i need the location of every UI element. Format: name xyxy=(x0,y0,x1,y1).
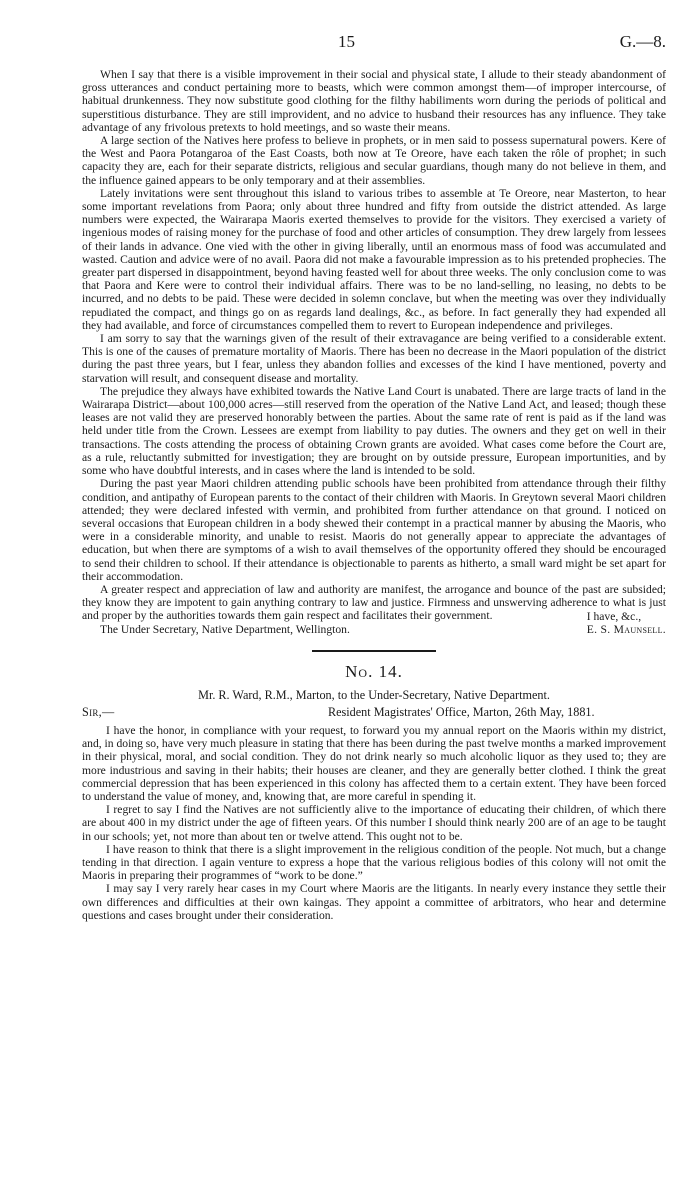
page-number: 15 xyxy=(338,32,355,51)
paragraph: During the past year Maori children attending public schools have been prohibited from attendance through their filthy condition, and antipathy of European parents to the contact of their children with Maoris. In Greytown several Maori children attended; they were declared infested with vermin, and prohibited from further attendance on that ground. I noticed on several occasions that European children in a body shewed their contempt in a practical manner by abusing the Maoris, who were in a considerable minority, and unable to resist. Maoris do not generally appear to appreciate the advantages of education, but when there are symptoms of a wish to avail themselves of the opportunity offered they should be encouraged to send their children to school. If their attendance is objectionable to parents as hitherto, a small ward might be set apart for their accommodation. xyxy=(82,477,666,583)
document-reference: G.—8. xyxy=(619,32,666,51)
salutation: Sir,— xyxy=(82,704,115,719)
section-divider xyxy=(312,650,436,652)
signoff-row xyxy=(82,609,666,636)
paragraph: I may say I very rarely hear cases in my Court where Maoris are the litigants. In nearly every instance they settle their own differences and difficulties at their own kaingas. They appoint a committee of arbitrators, who hear and determine questions and cases brought under their consideration. xyxy=(82,882,666,922)
paragraph: A large section of the Natives here profess to believe in prophets, or in men said to possess supernatural powers. Kere of the West and Paora Potangaroa of the East Coasts, both now at Te Oreore, have each taken the rôle of prophet; in such capacity they are, each for their separate districts, religious and secular guardians, though many do not believe in them, and the influence gained appears to be only temporary and at their assemblies. xyxy=(82,134,666,187)
addressee: The Under Secretary, Native Department, Wellington. xyxy=(100,622,350,636)
paragraph: I am sorry to say that the warnings given of the result of their extravagance are being verified to a considerable extent. This is one of the causes of premature mortality of Maoris. There has been no decrease in the Maori population of the district during the past three years, but I fear, unless they abandon follies and excesses of the kind I have mentioned, poverty and starvation will result, and consequent disease and mortality. xyxy=(82,332,666,385)
letter-13-body xyxy=(82,68,666,636)
letter-number-heading: No. 14. xyxy=(345,661,403,681)
paragraph: The prejudice they always have exhibited towards the Native Land Court is unabated. There are large tracts of land in the Wairarapa District—about 100,000 acres—still reserved from the operation of the Native Land Act, and leased; though these leases are not valid they are preserved honorably between the parties. About the same rate of rent is paid as if the land was held under title from the Crown. Lessees are exempt from liability to pay duties. The owners and they get on well in their transactions. The costs attending the process of obtaining Crown grants are avoided. What cases come before the Court are, as a rule, reluctantly submitted for investigation; they are brought on by outside pressure, European importunities, and by some who have doubtful interests, and in cases where the land is intended to be sold. xyxy=(82,384,666,478)
paragraph: A greater respect and appreciation of law and authority are manifest, the arrogance and bounce of the past are subsided; they know they are impotent to gain anything contrary to law and justice. Firmness and unswerving adherence to what is just and proper by the authorities towards them gain respect and facilitates their government. xyxy=(82,582,666,623)
paragraph: I have reason to think that there is a slight improvement in the religious condition of the people. Not much, but a change tending in that direction. I again venture to express a hope that the various religious bodies of this colony will not omit the Maoris in preparing their programmes of “work to be done.” xyxy=(82,842,666,883)
letter-routing: Mr. R. Ward, R.M., Marton, to the Under-Secretary, Native Department. xyxy=(198,687,550,702)
paragraph: I have the honor, in compliance with your request, to forward you my annual report on the Maoris within my district, and, in doing so, have very much pleasure in stating that there has been during the past twelve months a marked improvement in their physical, moral, and social condition. They do not drink nearly so much alcoholic liquor as they used to; they are more industrious and saving in their habits; their houses are cleaner, and they are generally better clothed. I think the great commercial depression that has been experienced in this colony has affected them to a certain extent. They have been forced to understand the value of money, and, knowing that, are more careful in spending it. xyxy=(82,723,666,803)
signature: E. S. Maunsell. xyxy=(586,622,666,636)
salutation-row xyxy=(82,705,666,721)
paragraph: When I say that there is a visible improvement in their social and physical state, I allude to their steady abandonment of gross utterances and conduct pertaining more to beasts, which were common amongst them—of improper intercourse, of habitual drunkenness. They now substitute good clothing for the filthy habiliments worn during the periods of political and superstitious disturbance. They are still improvident, and no advice to husband their resources has any influence. They take advantage of any frivolous pretexts to hold meetings, and so waste their means. xyxy=(82,68,666,134)
letter-14-body xyxy=(82,724,666,922)
dateline: Resident Magistrates' Office, Marton, 26th May, 1881. xyxy=(328,704,595,719)
paragraph: I regret to say I find the Natives are not sufficiently alive to the importance of educating their children, of which there are about 400 in my district under the age of fifteen years. Of this number I should think nearly 200 are of an age to be taught in our schools; yet, not more than about ten or twelve attend. This ought not to be. xyxy=(82,803,666,843)
paragraph: Lately invitations were sent throughout this island to various tribes to assemble at Te Oreore, near Masterton, to hear some important revelations from Paora; only about three hundred and fifty from outside the district attended. As large numbers were expected, the Wairarapa Maoris exerted themselves to provide for the visitors. They exercised a variety of ingenious modes of raising money for the purchase of food and other articles of consumption. They drew largely from lessees of their lands in advance. One vied with the other in giving liberally, until an enormous mass of food was accumulated and wasted. Caution and advice were of no avail. Paora did not make a favourable impression as to his pretended prophecies. The greater part dispersed in disappointment, beyond having feasted well for about three weeks. The only conclusion come to was that Paora and Kere were to control their individual affairs. There was to be no land-selling, no leasing, no debts to be incurred, and no debts to be paid. These were decided in solemn conclave, but when the meeting was over they individually repudiated the compact, and things go on as regards land dealings, &c., as before. In fact generally they had expended all they had available, and force of circumstances compelled them to revert to European independence and privileges. xyxy=(82,186,666,332)
running-header xyxy=(82,32,666,60)
closing: I have, &c., xyxy=(586,609,642,623)
